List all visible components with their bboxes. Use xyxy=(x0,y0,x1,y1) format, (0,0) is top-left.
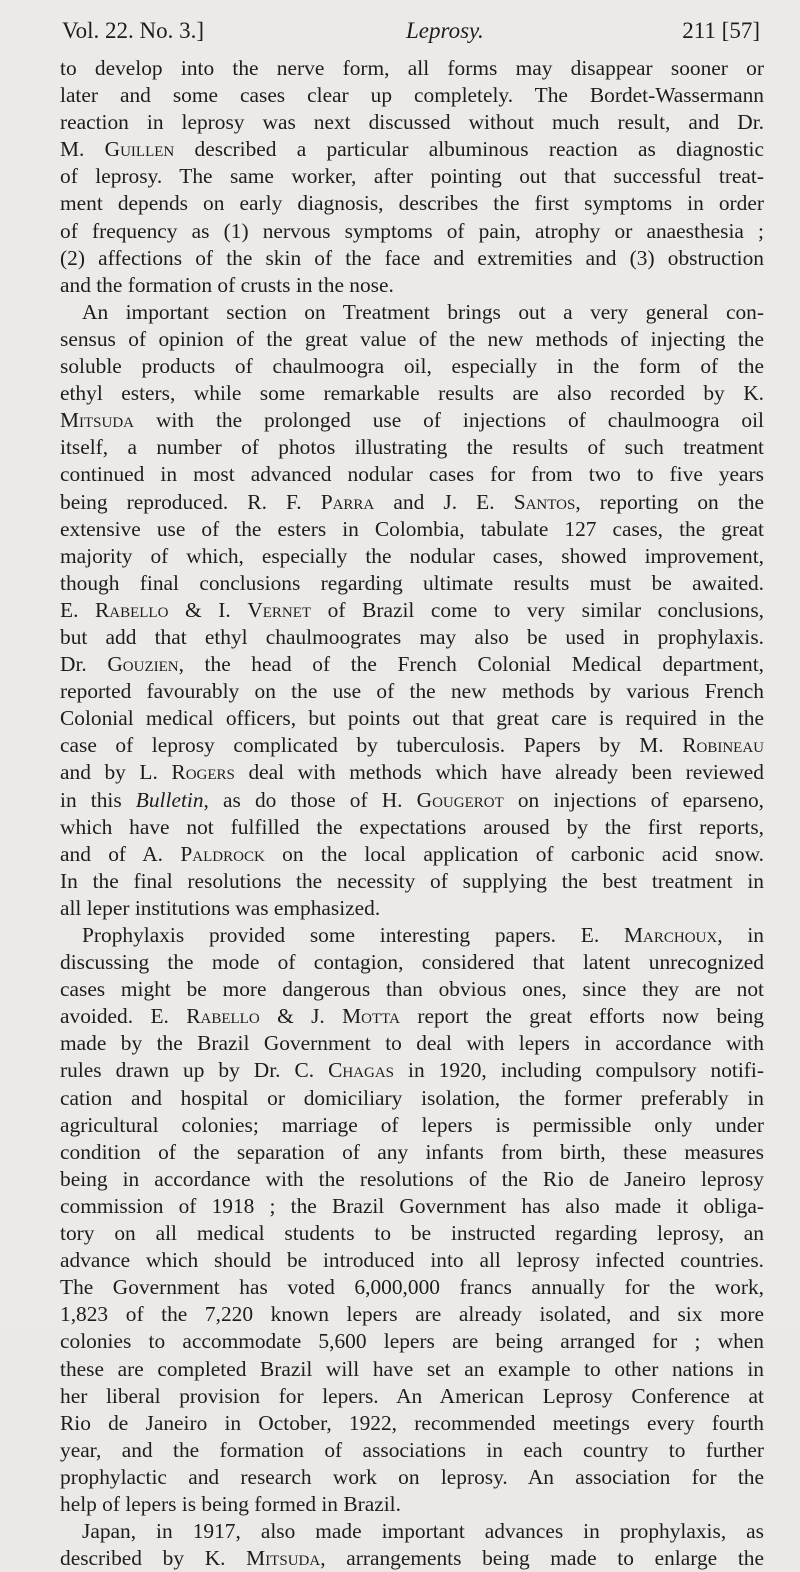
text-run: & J. xyxy=(259,1004,343,1029)
text-run: and the formation of crusts in the nose. xyxy=(60,272,394,297)
text-line xyxy=(60,434,764,461)
author-name: Mitsuda xyxy=(60,408,135,433)
text-line xyxy=(60,976,764,1003)
text-run: (2) affections of the skin of the face and extremities and (3) obstruction xyxy=(60,245,764,270)
text-run: agricultural colonies; marriage of lepers is permissible only under xyxy=(60,1112,764,1137)
text-line xyxy=(60,1193,764,1220)
text-run: , in xyxy=(717,923,764,947)
author-name: Parra xyxy=(320,489,375,514)
text-line xyxy=(60,1383,764,1410)
text-run: In the final resolutions the necessity of supplying the best treatment in xyxy=(60,868,764,893)
text-line xyxy=(60,245,764,272)
text-run: soluble products of chaulmoogra oil, especially in the form of the xyxy=(60,354,764,379)
text-line xyxy=(60,787,764,814)
author-name: Rabello xyxy=(186,1004,260,1029)
text-run: 1,823 of the 7,220 known lepers are already isolated, and six more xyxy=(60,1302,764,1327)
text-run: described a particular albuminous reaction as diagnostic xyxy=(174,137,764,162)
text-run: , the head of the French Colonial Medical department, xyxy=(178,652,764,677)
text-line xyxy=(60,895,764,922)
text-line xyxy=(60,1085,764,1112)
text-line xyxy=(60,1328,764,1355)
text-run: on injections of eparseno, xyxy=(503,787,764,812)
text-line xyxy=(60,1410,764,1437)
author-name: Rabello xyxy=(95,597,169,622)
author-name: Chagas xyxy=(328,1058,395,1083)
author-name: Motta xyxy=(342,1004,400,1029)
text-run: The Government has voted 6,000,000 francs annually for the work, xyxy=(60,1275,764,1300)
text-run: with the prolonged use of injections of chaulmoogra oil xyxy=(134,408,764,433)
text-run: avoided. E. xyxy=(60,1004,187,1029)
text-line xyxy=(60,1356,764,1383)
page-number: 211 [57] xyxy=(682,18,760,43)
text-line xyxy=(60,1491,764,1518)
text-line xyxy=(60,1274,764,1301)
text-run: reaction in leprosy was next discussed without much result, and Dr. xyxy=(60,110,764,135)
text-line xyxy=(60,868,764,895)
text-line xyxy=(60,597,764,624)
text-line xyxy=(60,1247,764,1274)
text-run: in this xyxy=(60,787,136,812)
text-line xyxy=(60,678,764,705)
author-name: Gouzien xyxy=(107,652,179,677)
text-line xyxy=(60,841,764,868)
text-line xyxy=(60,55,764,82)
author-name: Guillen xyxy=(104,137,175,162)
text-run: Colonial medical officers, but points out that great care is required in the xyxy=(60,706,764,731)
running-header xyxy=(62,14,760,48)
text-run: condition of the separation of any infants from birth, these measures xyxy=(60,1139,764,1164)
author-name: Vernet xyxy=(247,597,312,622)
text-line xyxy=(60,326,764,353)
running-title: Leprosy. xyxy=(406,18,484,43)
text-line xyxy=(60,163,764,190)
text-line xyxy=(60,109,764,136)
text-run: ment depends on early diagnosis, describes the first symptoms in order xyxy=(60,191,764,216)
text-run: cases might be more dangerous than obvious ones, since they are not xyxy=(60,977,764,1002)
text-run: , as do those of H. xyxy=(203,787,417,812)
text-line xyxy=(60,1139,764,1166)
text-run: Rio de Janeiro in October, 1922, recommended meetings every fourth xyxy=(60,1410,764,1435)
text-line xyxy=(60,272,764,299)
text-line xyxy=(60,353,764,380)
text-line xyxy=(60,814,764,841)
text-line xyxy=(60,461,764,488)
author-name: Paldrock xyxy=(180,841,265,866)
text-line xyxy=(60,407,764,434)
author-name: Robineau xyxy=(682,733,764,758)
text-line xyxy=(60,1112,764,1139)
text-line xyxy=(60,1464,764,1491)
text-run: & I. xyxy=(168,597,248,622)
text-run: year, and the formation of associations in each country to further xyxy=(60,1437,764,1462)
text-run: and of A. xyxy=(60,841,181,866)
text-run: Prophylaxis provided some interesting papers. E. xyxy=(82,923,625,947)
text-line xyxy=(60,1220,764,1247)
text-run: extensive use of the esters in Colombia, tabulate 127 cases, the great xyxy=(60,516,764,541)
text-run: her liberal provision for lepers. An American Leprosy Conference at xyxy=(60,1383,764,1408)
text-line xyxy=(60,1518,764,1545)
text-line xyxy=(60,190,764,217)
text-run: cation and hospital or domiciliary isolation, the former preferably in xyxy=(60,1085,764,1110)
text-line xyxy=(60,218,764,245)
text-run: An important section on Treatment brings out a very general con- xyxy=(82,299,764,324)
text-line xyxy=(60,299,764,326)
text-run: , arrangements being made to enlarge the xyxy=(320,1546,764,1571)
text-run: M. xyxy=(60,137,105,162)
volume-issue: Vol. 22. No. 3.] xyxy=(62,18,205,43)
text-line xyxy=(60,624,764,651)
author-name: Gougerot xyxy=(416,787,504,812)
text-run: of leprosy. The same worker, after pointing out that successful treat- xyxy=(60,164,764,189)
text-run: made by the Brazil Government to deal with lepers in accordance with xyxy=(60,1031,764,1056)
text-run: in 1920, including compulsory notifi- xyxy=(394,1058,764,1083)
text-run: itself, a number of photos illustrating the results of such treatment xyxy=(60,435,764,460)
text-run: discussing the mode of contagion, considered that latent unrecognized xyxy=(60,950,764,975)
text-run: tory on all medical students to be instructed regarding leprosy, an xyxy=(60,1221,764,1246)
text-run: and J. E. xyxy=(374,489,514,514)
text-line xyxy=(60,1301,764,1328)
author-name: Mitsuda xyxy=(246,1546,321,1571)
text-run: E. xyxy=(60,597,95,622)
text-run: of Brazil come to very similar conclusions, xyxy=(311,597,764,622)
text-line xyxy=(60,82,764,109)
text-run: deal with methods which have already been reviewed xyxy=(234,760,764,785)
text-run: majority of which, especially the nodular cases, showed improvement, xyxy=(60,543,764,568)
text-run: help of lepers is being formed in Brazil. xyxy=(60,1491,401,1516)
text-line xyxy=(60,922,764,949)
text-line xyxy=(60,949,764,976)
text-run: Japan, in 1917, also made important advances in prophylaxis, as xyxy=(82,1519,764,1544)
text-line xyxy=(60,1545,764,1572)
text-run: though final conclusions regarding ultimate results must be awaited. xyxy=(60,570,764,595)
text-run: reported favourably on the use of the new methods by various French xyxy=(60,679,764,704)
text-run: sensus of opinion of the great value of the new methods of injecting the xyxy=(60,326,764,351)
text-run: , reporting on the xyxy=(575,489,764,514)
text-run: prophylactic and research work on leprosy. An association for the xyxy=(60,1464,764,1489)
text-run: but add that ethyl chaulmoogrates may also be used in prophylaxis. xyxy=(60,624,764,649)
article-body xyxy=(60,55,764,1572)
text-run: on the local application of carbonic acid snow. xyxy=(264,841,764,866)
text-run: all leper institutions was emphasized. xyxy=(60,895,381,920)
text-run: being reproduced. R. F. xyxy=(60,489,321,514)
text-line xyxy=(60,732,764,759)
text-line xyxy=(60,543,764,570)
text-run: advance which should be introduced into all leprosy infected countries. xyxy=(60,1248,764,1273)
text-line xyxy=(60,516,764,543)
text-line xyxy=(60,1030,764,1057)
text-run: being in accordance with the resolutions of the Rio de Janeiro leprosy xyxy=(60,1166,764,1191)
text-line xyxy=(60,136,764,163)
text-run: of frequency as (1) nervous symptoms of pain, atrophy or anaesthesia ; xyxy=(60,218,764,243)
text-line xyxy=(60,380,764,407)
author-name: Marchoux xyxy=(624,923,718,947)
text-run: which have not fulfilled the expectations aroused by the first reports, xyxy=(60,814,764,839)
text-run: commission of 1918 ; the Brazil Government has also made it obliga- xyxy=(60,1193,764,1218)
text-line xyxy=(60,489,764,516)
text-run: colonies to accommodate 5,600 lepers are being arranged for ; when xyxy=(60,1329,764,1354)
text-run: rules drawn up by Dr. C. xyxy=(60,1058,329,1083)
author-name: Santos xyxy=(513,489,576,514)
text-line xyxy=(60,1166,764,1193)
italic-text: Bulletin xyxy=(135,787,204,812)
text-line xyxy=(60,570,764,597)
text-run: and by L. xyxy=(60,760,172,785)
text-run: continued in most advanced nodular cases for from two to five years xyxy=(60,462,764,487)
text-run: Dr. xyxy=(60,652,108,677)
text-line xyxy=(60,705,764,732)
text-line xyxy=(60,1437,764,1464)
text-run: ethyl esters, while some remarkable results are also recorded by K. xyxy=(60,381,764,406)
text-line xyxy=(60,1057,764,1084)
text-run: described by K. xyxy=(60,1546,247,1571)
text-run: case of leprosy complicated by tuberculosis. Papers by M. xyxy=(60,733,683,758)
text-run: these are completed Brazil will have set an example to other nations in xyxy=(60,1356,764,1381)
text-run: later and some cases clear up completely. The Bordet-Wassermann xyxy=(60,83,764,108)
text-run: to develop into the nerve form, all forms may disappear sooner or xyxy=(60,56,764,80)
text-line xyxy=(60,651,764,678)
text-line xyxy=(60,759,764,786)
text-run: report the great efforts now being xyxy=(399,1004,764,1029)
text-line xyxy=(60,1003,764,1030)
author-name: Rogers xyxy=(171,760,235,785)
